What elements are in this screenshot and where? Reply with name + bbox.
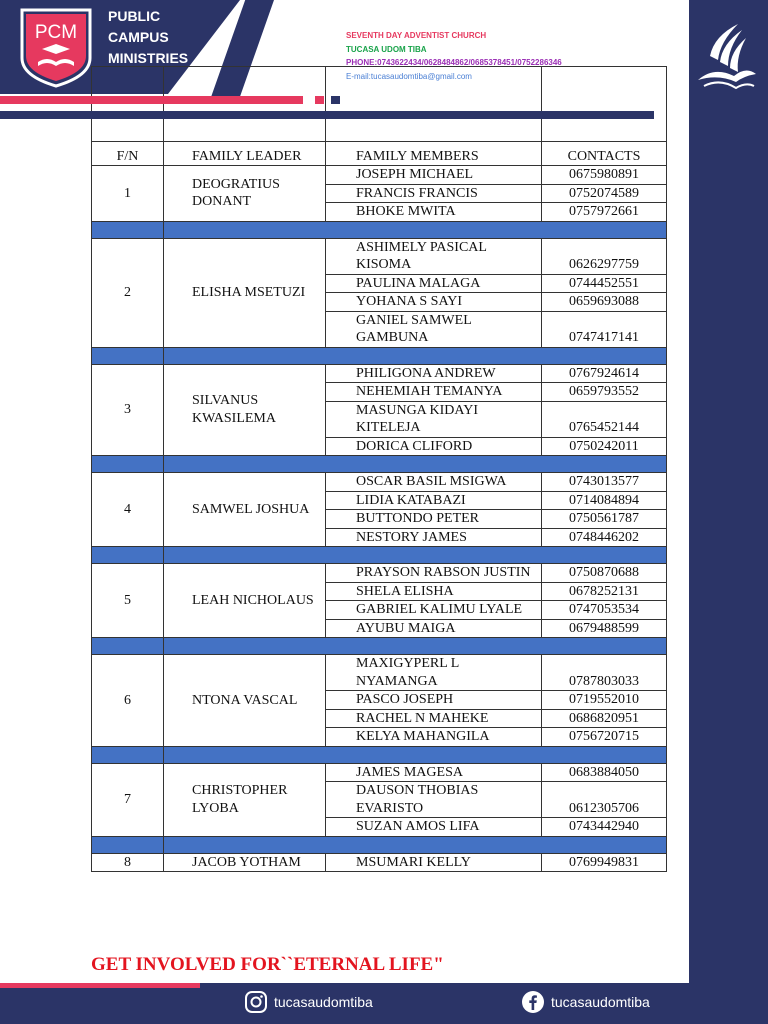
separator-cell [164, 547, 667, 564]
branch-name: TUCASA UDOM TIBA [346, 44, 427, 54]
table-row [92, 166, 667, 185]
facebook-link[interactable] [521, 988, 650, 1016]
instagram-handle: tucasaudomtiba [274, 994, 373, 1010]
member-name: BHOKE MWITA [326, 203, 542, 222]
member-contact: 0743013577 [542, 473, 667, 492]
family-separator [92, 638, 667, 655]
footer-accent [0, 983, 200, 988]
member-contact: 0679488599 [542, 619, 667, 638]
member-name: MSUMARI KELLY [326, 853, 542, 872]
family-leader: SAMWEL JOSHUA [164, 473, 326, 547]
member-name: MASUNGA KIDAYI KITELEJA [326, 401, 542, 437]
separator-cell [92, 456, 164, 473]
family-separator [92, 456, 667, 473]
member-name: SHELA ELISHA [326, 582, 542, 601]
member-name: ASHIMELY PASICAL KISOMA [326, 238, 542, 274]
email-address: E-mail:tucasaudomtiba@gmail.com [346, 71, 472, 81]
family-separator [92, 547, 667, 564]
member-contact: 0675980891 [542, 166, 667, 185]
family-separator [92, 221, 667, 238]
member-contact: 0659793552 [542, 383, 667, 402]
family-leader: CHRISTOPHER LYOBA [164, 763, 326, 836]
family-separator [92, 836, 667, 853]
separator-cell [164, 221, 667, 238]
separator-cell [164, 456, 667, 473]
family-leader: LEAH NICHOLAUS [164, 564, 326, 638]
facebook-handle: tucasaudomtiba [551, 994, 650, 1010]
member-name: LIDIA KATABAZI [326, 491, 542, 510]
member-name: PAULINA MALAGA [326, 274, 542, 293]
member-contact: 0765452144 [542, 401, 667, 437]
member-contact: 0756720715 [542, 728, 667, 747]
member-name: NESTORY JAMES [326, 528, 542, 547]
contacts-header: CONTACTS [542, 142, 667, 166]
org-name [108, 6, 188, 69]
header-square-pink [315, 96, 324, 104]
org-name-line-3: MINISTRIES [108, 50, 189, 66]
header-bar-pink [0, 96, 303, 104]
separator-cell [164, 836, 667, 853]
member-name: BUTTONDO PETER [326, 510, 542, 529]
member-name: JOSEPH MICHAEL [326, 166, 542, 185]
member-contact: 0612305706 [542, 782, 667, 818]
member-contact: 0678252131 [542, 582, 667, 601]
member-name: OSCAR BASIL MSIGWA [326, 473, 542, 492]
member-contact: 0750561787 [542, 510, 667, 529]
table-row [92, 763, 667, 782]
member-contact: 0787803033 [542, 655, 667, 691]
church-name: SEVENTH DAY ADVENTIST CHURCH [346, 31, 487, 40]
member-name: GANIEL SAMWEL GAMBUNA [326, 311, 542, 347]
table-row [92, 655, 667, 691]
pcm-logo [16, 6, 96, 88]
leader-header: FAMILY LEADER [164, 142, 326, 166]
separator-cell [92, 746, 164, 763]
member-contact: 0686820951 [542, 709, 667, 728]
member-contact: 0659693088 [542, 293, 667, 312]
family-number: 6 [92, 655, 164, 747]
separator-cell [92, 836, 164, 853]
member-contact: 0767924614 [542, 364, 667, 383]
member-name: KELYA MAHANGILA [326, 728, 542, 747]
sda-logo-icon [694, 22, 760, 94]
member-contact: 0683884050 [542, 763, 667, 782]
table-row [92, 238, 667, 274]
member-name: RACHEL N MAHEKE [326, 709, 542, 728]
member-contact: 0750242011 [542, 437, 667, 456]
member-contact: 0714084894 [542, 491, 667, 510]
member-name: DORICA CLIFORD [326, 437, 542, 456]
table-top-row [92, 67, 667, 142]
separator-cell [164, 746, 667, 763]
separator-cell [164, 347, 667, 364]
header-square-navy [331, 96, 340, 104]
family-number: 7 [92, 763, 164, 836]
family-leader: JACOB YOTHAM [164, 853, 326, 872]
header-bar-navy [0, 111, 654, 119]
separator-cell [92, 547, 164, 564]
member-contact: 0747053534 [542, 601, 667, 620]
table-row [92, 564, 667, 583]
separator-cell [92, 221, 164, 238]
right-side-band [689, 0, 768, 1024]
instagram-icon [244, 990, 268, 1014]
family-leader: ELISHA MSETUZI [164, 238, 326, 347]
member-contact: 0769949831 [542, 853, 667, 872]
phone-numbers: PHONE:0743622434/0628484862/0685378451/0752286346 [346, 58, 562, 67]
members-header: FAMILY MEMBERS [326, 142, 542, 166]
family-roster-table [91, 66, 667, 872]
member-contact: 0752074589 [542, 184, 667, 203]
member-name: YOHANA S SAYI [326, 293, 542, 312]
separator-cell [92, 347, 164, 364]
family-number: 4 [92, 473, 164, 547]
org-name-line-2: CAMPUS [108, 29, 169, 45]
member-contact: 0744452551 [542, 274, 667, 293]
family-number: 5 [92, 564, 164, 638]
fn-header: F/N [92, 142, 164, 166]
blank-cell [92, 67, 164, 142]
member-contact: 0719552010 [542, 691, 667, 710]
table-row [92, 473, 667, 492]
blank-cell [326, 67, 542, 142]
blank-cell [542, 67, 667, 142]
family-number: 2 [92, 238, 164, 347]
family-separator [92, 746, 667, 763]
table-header-row [92, 142, 667, 166]
member-name: AYUBU MAIGA [326, 619, 542, 638]
footer-slogan: GET INVOLVED FOR``ETERNAL LIFE" [91, 954, 444, 975]
member-name: PHILIGONA ANDREW [326, 364, 542, 383]
member-contact: 0626297759 [542, 238, 667, 274]
member-name: GABRIEL KALIMU LYALE [326, 601, 542, 620]
separator-cell [164, 638, 667, 655]
member-name: PRAYSON RABSON JUSTIN [326, 564, 542, 583]
blank-cell [164, 67, 326, 142]
member-contact: 0750870688 [542, 564, 667, 583]
family-number: 1 [92, 166, 164, 222]
member-contact: 0748446202 [542, 528, 667, 547]
table-row [92, 853, 667, 872]
family-leader: DEOGRATIUS DONANT [164, 166, 326, 222]
family-leader: NTONA VASCAL [164, 655, 326, 747]
family-leader: SILVANUS KWASILEMA [164, 364, 326, 456]
member-name: JAMES MAGESA [326, 763, 542, 782]
facebook-icon [521, 990, 545, 1014]
member-name: DAUSON THOBIAS EVARISTO [326, 782, 542, 818]
member-contact: 0757972661 [542, 203, 667, 222]
separator-cell [92, 638, 164, 655]
logo-text: PCM [34, 22, 78, 43]
family-separator [92, 347, 667, 364]
member-name: FRANCIS FRANCIS [326, 184, 542, 203]
instagram-link[interactable] [244, 988, 373, 1016]
table-row [92, 364, 667, 383]
family-number: 8 [92, 853, 164, 872]
member-name: NEHEMIAH TEMANYA [326, 383, 542, 402]
org-name-line-1: PUBLIC [108, 8, 161, 24]
member-name: MAXIGYPERL L NYAMANGA [326, 655, 542, 691]
member-name: SUZAN AMOS LIFA [326, 818, 542, 837]
family-number: 3 [92, 364, 164, 456]
member-contact: 0743442940 [542, 818, 667, 837]
member-contact: 0747417141 [542, 311, 667, 347]
member-name: PASCO JOSEPH [326, 691, 542, 710]
